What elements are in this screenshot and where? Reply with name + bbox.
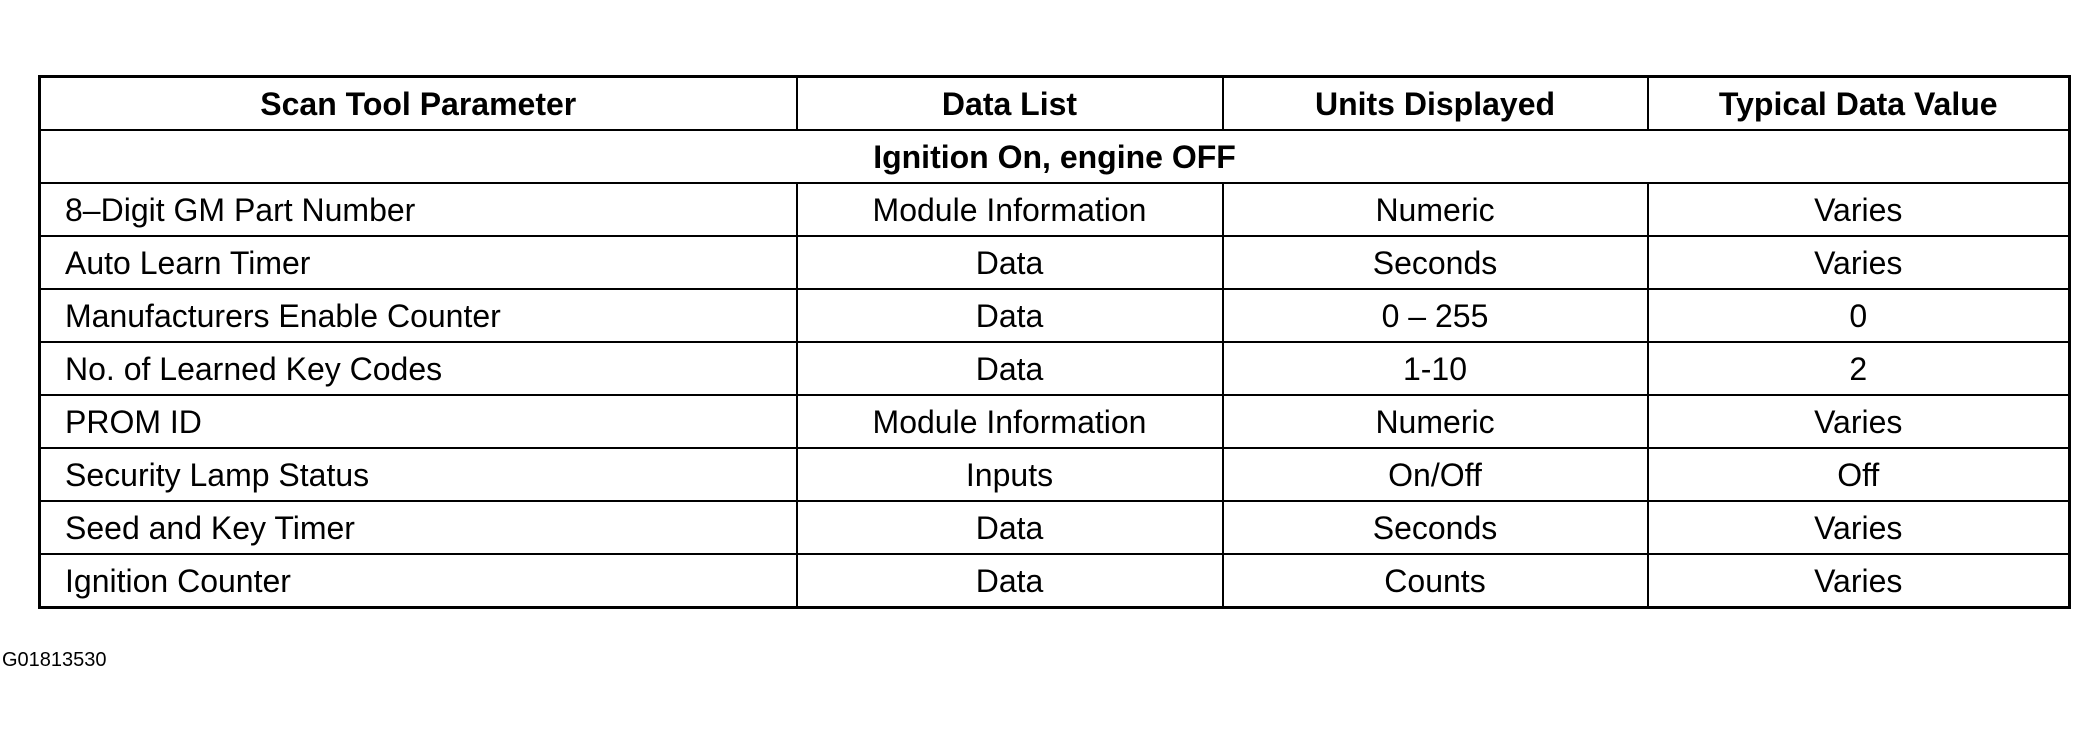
typical-value-cell: Varies xyxy=(1648,395,2070,448)
parameter-cell: No. of Learned Key Codes xyxy=(40,342,797,395)
typical-value-cell: Varies xyxy=(1648,554,2070,608)
table-row xyxy=(40,289,2070,342)
figure-id: G01813530 xyxy=(2,649,107,671)
parameter-cell: 8–Digit GM Part Number xyxy=(40,183,797,236)
data-list-cell: Data xyxy=(797,501,1223,554)
parameter-cell: PROM ID xyxy=(40,395,797,448)
units-cell: Counts xyxy=(1223,554,1648,608)
data-list-cell: Module Information xyxy=(797,395,1223,448)
units-cell: Seconds xyxy=(1223,501,1648,554)
table-row xyxy=(40,554,2070,608)
parameter-cell: Ignition Counter xyxy=(40,554,797,608)
table-row xyxy=(40,395,2070,448)
header-units-displayed: Units Displayed xyxy=(1223,77,1648,131)
typical-value-cell: 0 xyxy=(1648,289,2070,342)
data-list-cell: Data xyxy=(797,342,1223,395)
typical-value-cell: Varies xyxy=(1648,183,2070,236)
section-title: Ignition On, engine OFF xyxy=(40,130,2070,183)
units-cell: Numeric xyxy=(1223,183,1648,236)
parameter-cell: Manufacturers Enable Counter xyxy=(40,289,797,342)
header-scan-tool-parameter: Scan Tool Parameter xyxy=(40,77,797,131)
units-cell: 1-10 xyxy=(1223,342,1648,395)
table-row xyxy=(40,501,2070,554)
units-cell: On/Off xyxy=(1223,448,1648,501)
typical-value-cell: Varies xyxy=(1648,236,2070,289)
table-row xyxy=(40,183,2070,236)
units-cell: 0 – 255 xyxy=(1223,289,1648,342)
header-data-list: Data List xyxy=(797,77,1223,131)
table-row xyxy=(40,448,2070,501)
data-list-cell: Data xyxy=(797,554,1223,608)
parameter-cell: Auto Learn Timer xyxy=(40,236,797,289)
table-row xyxy=(40,236,2070,289)
typical-value-cell: Varies xyxy=(1648,501,2070,554)
header-row xyxy=(40,77,2070,131)
units-cell: Seconds xyxy=(1223,236,1648,289)
parameter-cell: Seed and Key Timer xyxy=(40,501,797,554)
parameter-cell: Security Lamp Status xyxy=(40,448,797,501)
section-row xyxy=(40,130,2070,183)
header-typical-data-value: Typical Data Value xyxy=(1648,77,2070,131)
scan-tool-data-table xyxy=(38,75,2071,609)
table-row xyxy=(40,342,2070,395)
data-list-cell: Inputs xyxy=(797,448,1223,501)
data-list-cell: Data xyxy=(797,236,1223,289)
typical-value-cell: Off xyxy=(1648,448,2070,501)
units-cell: Numeric xyxy=(1223,395,1648,448)
typical-value-cell: 2 xyxy=(1648,342,2070,395)
data-list-cell: Data xyxy=(797,289,1223,342)
data-list-cell: Module Information xyxy=(797,183,1223,236)
